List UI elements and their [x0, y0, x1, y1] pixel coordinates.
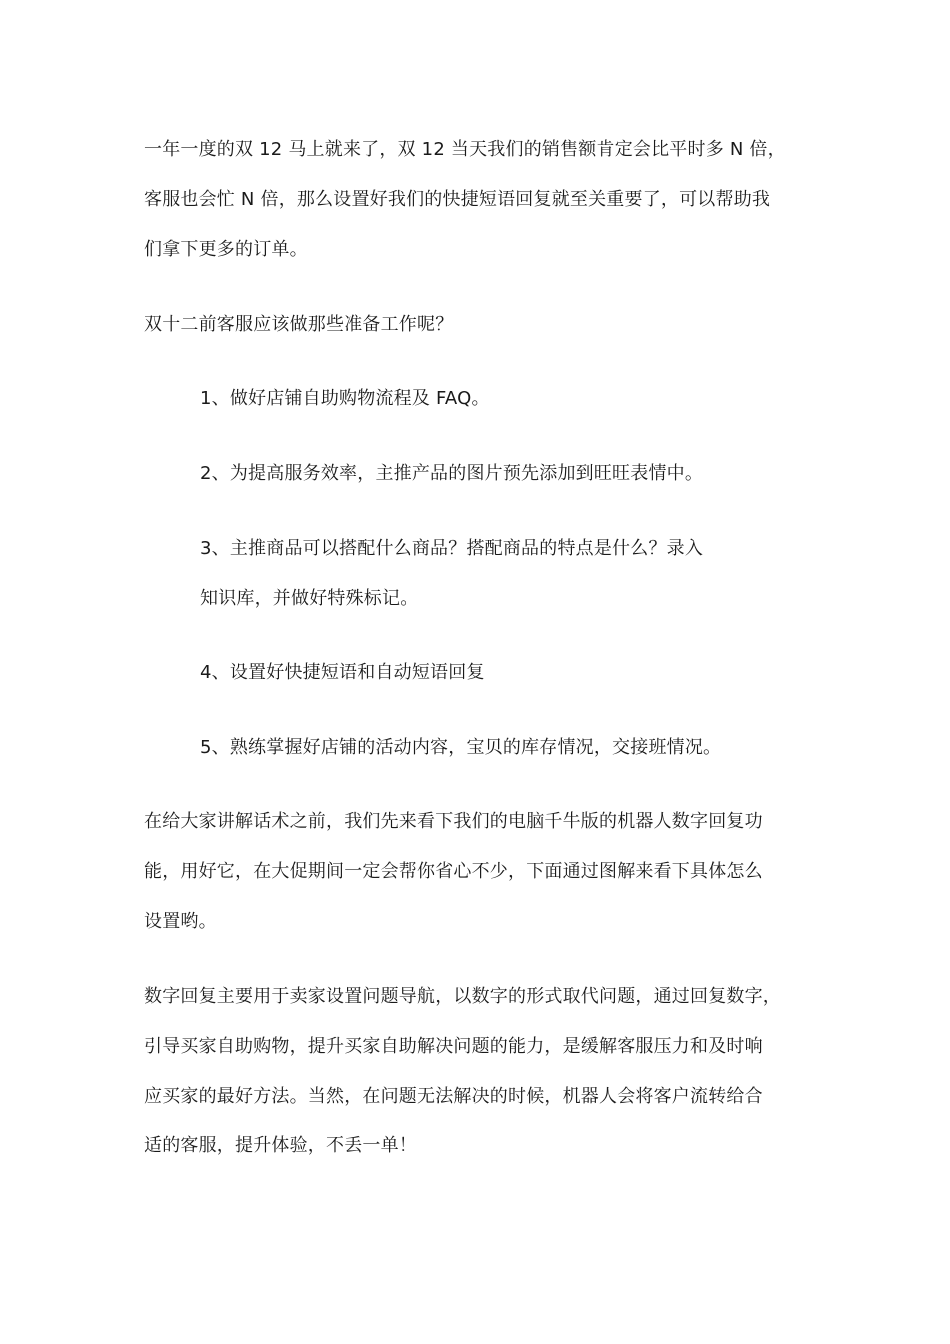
digital-reply-line-3: 应买家的最好方法。当然，在问题无法解决的时候，机器人会将客户流转给合 — [144, 1086, 763, 1107]
question-heading: 双十二前客服应该做那些准备工作呢？ — [144, 314, 454, 335]
intro-line-3: 们拿下更多的订单。 — [144, 239, 308, 260]
robot-intro-line-2: 能，用好它，在大促期间一定会帮你省心不少，下面通过图解来看下具体怎么 — [144, 861, 763, 882]
intro-line-2: 客服也会忙 N 倍，那么设置好我们的快捷短语回复就至关重要了，可以帮助我 — [144, 189, 771, 210]
digital-reply-line-4: 适的客服，提升体验，不丢一单！ — [144, 1135, 417, 1156]
list-item-5: 5、熟练掌握好店铺的活动内容，宝贝的库存情况，交接班情况。 — [200, 737, 722, 758]
robot-intro-line-3: 设置哟。 — [144, 911, 217, 932]
list-item-4: 4、设置好快捷短语和自动短语回复 — [200, 662, 485, 683]
digital-reply-line-2: 引导买家自助购物，提升买家自助解决问题的能力，是缓解客服压力和及时响 — [144, 1036, 763, 1057]
list-item-2: 2、为提高服务效率，主推产品的图片预先添加到旺旺表情中。 — [200, 463, 704, 484]
digital-reply-line-1: 数字回复主要用于卖家设置问题导航，以数字的形式取代问题，通过回复数字， — [144, 986, 781, 1007]
list-item-3-line-2: 知识库，并做好特殊标记。 — [200, 588, 419, 609]
list-item-1: 1、做好店铺自助购物流程及 FAQ。 — [200, 388, 490, 409]
robot-intro-line-1: 在给大家讲解话术之前，我们先来看下我们的电脑千牛版的机器人数字回复功 — [144, 811, 763, 832]
list-item-3-line-1: 3、主推商品可以搭配什么商品？搭配商品的特点是什么？录入 — [200, 538, 704, 559]
intro-line-1: 一年一度的双 12 马上就来了，双 12 当天我们的销售额肯定会比平时多 N 倍， — [144, 139, 786, 160]
